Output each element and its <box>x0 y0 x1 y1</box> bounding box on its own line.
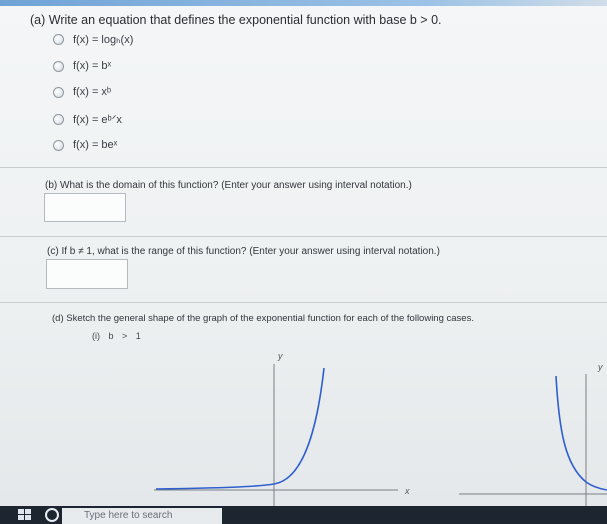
option-label: f(x) = xᵇ <box>73 86 112 98</box>
option-b-power-x[interactable] <box>53 60 111 72</box>
graph2-y-label: y <box>598 362 603 372</box>
radio-button[interactable] <box>53 114 64 125</box>
taskbar-search-input[interactable]: Type here to search <box>62 508 222 524</box>
option-label: f(x) = eᵇᐟx <box>73 114 122 126</box>
question-d-prompt: (d) Sketch the general shape of the graph of the exponential function for each of the following cases. <box>52 313 474 324</box>
option-x-power-b[interactable] <box>53 86 111 98</box>
graph-b-greater-1 <box>150 360 410 506</box>
option-label: f(x) = logₕ(x) <box>73 34 134 46</box>
cortana-icon[interactable] <box>45 508 59 522</box>
range-answer-input[interactable] <box>46 259 128 289</box>
domain-answer-input[interactable] <box>44 193 126 222</box>
option-b-e-power-x[interactable] <box>53 139 117 151</box>
question-c-prompt: (c) If b ≠ 1, what is the range of this function? (Enter your answer using interval notation.) <box>47 246 440 257</box>
question-b-prompt: (b) What is the domain of this function? (Enter your answer using interval notation.) <box>45 180 412 191</box>
graph-partial-right <box>455 370 607 506</box>
option-log[interactable] <box>53 33 133 46</box>
windows-start-icon[interactable] <box>18 509 32 521</box>
question-a-prompt: (a) Write an equation that defines the exponential function with base b > 0. <box>30 13 442 27</box>
section-divider <box>0 167 607 168</box>
section-divider <box>0 302 607 303</box>
radio-button[interactable] <box>53 140 64 151</box>
option-label: f(x) = beˣ <box>73 139 118 151</box>
exponential-decay-curve <box>556 376 607 490</box>
radio-button[interactable] <box>53 87 64 98</box>
option-label: f(x) = bˣ <box>73 60 112 72</box>
radio-button[interactable] <box>53 34 64 45</box>
graph1-x-label: x <box>405 486 410 496</box>
graph1-y-label: y <box>278 351 283 361</box>
browser-top-edge <box>0 0 607 6</box>
radio-button[interactable] <box>53 61 64 72</box>
exponential-growth-curve <box>156 368 324 489</box>
case-label-b-greater-1: (i) b > 1 <box>92 331 141 341</box>
section-divider <box>0 236 607 237</box>
windows-taskbar <box>0 506 607 524</box>
option-e-power-b-over-x[interactable] <box>53 113 122 126</box>
